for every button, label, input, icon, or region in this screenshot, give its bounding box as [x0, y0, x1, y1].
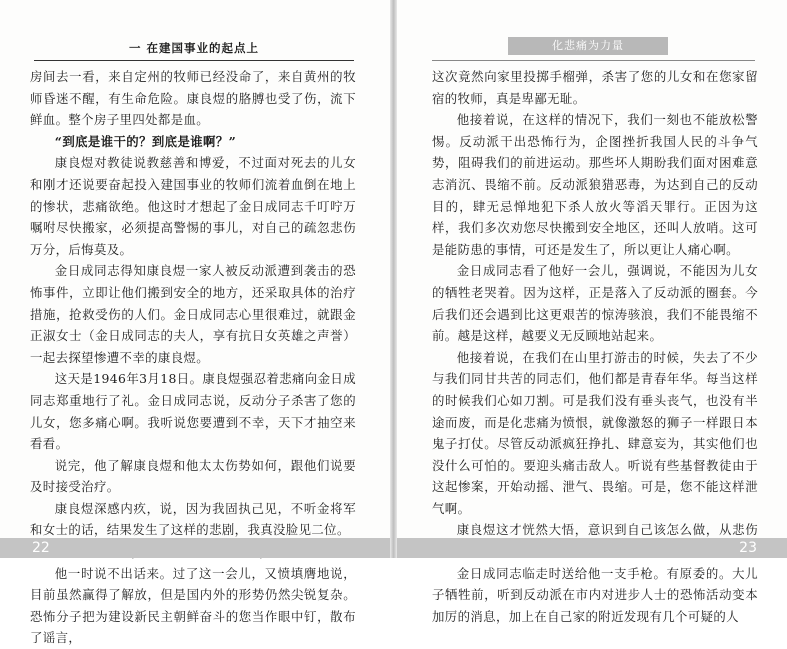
- paragraph: 金日成同志看了他好一会儿，强调说，不能因为儿女的牺牲老哭着。因为这样，正是落入了反动派的圈套。今后我们还会遇到比这更艰苦的惊涛骇浪，我们不能畏缩不前。越是这样，越要义无反顾地站起来。: [432, 263, 758, 344]
- paragraph: 这次竟然向家里投掷手榴弹，杀害了您的儿女和在您家留宿的牧师，真是卑鄙无耻。: [432, 69, 758, 106]
- paragraph: 金日成同志临走时送给他一支手枪。有原委的。大儿子牺牲前，听到反动派在市内对进步人士的恐怖活动变本加厉的消息，加上在自己家的附近发现有几个可疑的人: [432, 565, 758, 624]
- section-running-head: 化悲痛为力量: [508, 37, 668, 55]
- chapter-running-head: 一 在建国事业的起点上: [128, 41, 259, 55]
- header-rule-right: [432, 60, 755, 61]
- paragraph: 康良煜对教徒说教慈善和博爱，不过面对死去的儿女和刚才还说要奋起投入建国事业的牧师们流着血倒在地上的惨状，悲痛欲绝。他这时才想起了金日成同志千叮咛万嘱咐尽快搬家，必须提高警惕的事儿，对自己的疏忽悲伤万分，后悔莫及。: [30, 155, 356, 257]
- left-page-body: [30, 66, 356, 649]
- page-number-right: 23: [397, 538, 787, 558]
- book-gutter: [390, 0, 397, 558]
- paragraph: 房间去一看，来自定州的牧师已经没命了，来自黄州的牧师昏迷不醒，有生命危险。康良煜的胳膊也受了伤，流下鲜血。整个房子里四处都是血。: [30, 69, 356, 128]
- paragraph: 他接着说，在我们在山里打游击的时候，失去了不少与我们同甘共苦的同志们，他们都是青春年华。每当这样的时候我们心如刀割。可是我们没有垂头丧气，也没有半途而废，而是化悲痛为愤恨，就像激怒的狮子一样跟日本鬼子打仗。尽管反动派疯狂挣扎、肆意妄为，其实他们也没什么可怕的。要迎头痛击敌人。听说有些基督教徒由于这起惨案，开始动摇、泄气、畏缩。可是，您不能这样泄气啊。: [432, 349, 758, 516]
- paragraph: 这天是1946年3月18日。康良煜强忍着悲痛向金日成同志郑重地行了礼。金日成同志说，反动分子杀害了您的儿女，您多痛心啊。我听说您要遭到不幸，天下才抽空来看看。: [30, 371, 356, 452]
- page-number-left: 22: [0, 538, 390, 558]
- paragraph: 康良煜这才恍然大悟，意识到自己该怎么做，从悲伤: [456, 522, 758, 538]
- paragraph: 他接着说，在这样的情况下，我们一刻也不能放松警惕。反动派干出恐怖行为，企图挫折我国人民的斗争气势，阻碍我们的前进运动。那些坏人期盼我们面对困难意志消沉、畏缩不前。反动派狼猎恶毒，为达到自己的反动目的，肆无忌惮地犯下杀人放火等滔天罪行。正因为这样，我们多次劝您尽快搬到安全地区，还叫人放哨。这可是能防患的事情，可还是发生了，所以更让人痛心啊。: [432, 112, 758, 257]
- paragraph: 他一时说不出话来。过了这一会儿，又愤填膺地说，目前虽然赢得了解放，但是国内外的形势仍然尖锐复杂。恐怖分子把为建设新民主朝鲜奋斗的您当作眼中钉，散布了谣言，: [30, 565, 356, 646]
- paragraph: 金日成同志得知康良煜一家人被反动派遭到袭击的恐怖事件，立即让他们搬到安全的地方，还采取具体的治疗措施，抢救受伤的人们。金日成同志心里很难过，就跟金正淑女士（金日成同志的夫人，享有抗日女英雄之声誉）一起去探望惨遭不幸的康良煜。: [30, 263, 356, 365]
- header-rule-left: [34, 60, 354, 61]
- paragraph: “到底是谁干的？到底是谁啊？”: [54, 133, 237, 149]
- paragraph: 说完，他了解康良煜和他太太伤势如何，跟他们说要及时接受治疗。: [30, 457, 356, 495]
- paragraph: 康良煜深感内疚，说，因为我固执己见，不听金将军和女士的话，结果发生了这样的悲剧，我真没脸见二位。: [30, 500, 356, 538]
